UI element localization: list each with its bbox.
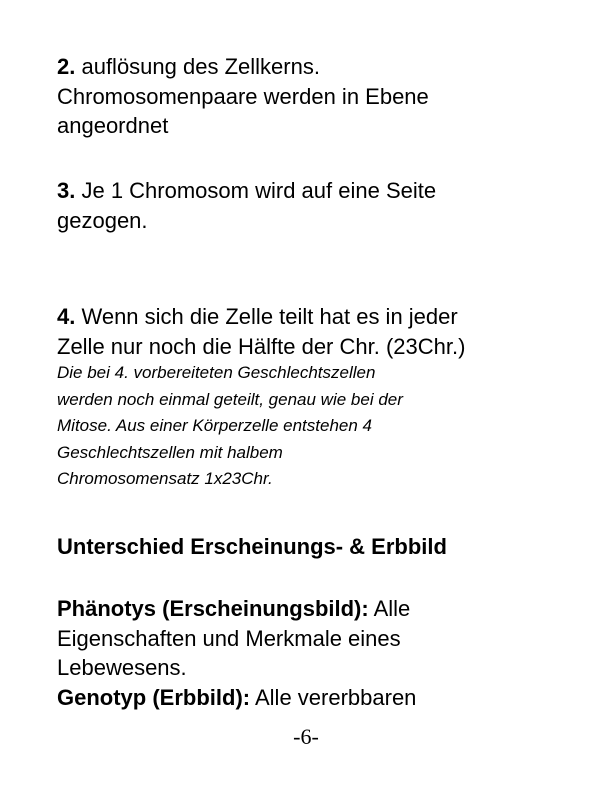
definition-text: Alle: [368, 596, 411, 621]
step-text: angeordnet: [57, 113, 169, 138]
note-line: Chromosomensatz 1x23Chr.: [57, 469, 273, 488]
phaenotyp-definition: [57, 594, 577, 712]
step-number: 3.: [57, 178, 76, 203]
note-line: Die bei 4. vorbereiteten Geschlechtszellen: [57, 363, 376, 382]
note-line: Geschlechtszellen mit halbem: [57, 442, 283, 462]
definition-text: Alle vererbbaren: [250, 684, 417, 710]
term-label: Genotyp (Erbbild):: [57, 684, 251, 710]
step-text: Chromosomenpaare werden in Ebene: [57, 83, 429, 109]
note-line: Mitose. Aus einer Körperzelle entstehen 4: [57, 416, 372, 435]
term-label: Phänotys (Erscheinungsbild):: [57, 596, 369, 621]
step-text: Wenn sich die Zelle teilt hat es in jeder: [75, 304, 458, 329]
step-2-paragraph: [57, 52, 577, 141]
step-4-note: [57, 360, 577, 493]
definition-text: Eigenschaften und Merkmale eines: [57, 625, 401, 651]
step-text: gezogen.: [57, 207, 148, 233]
section-heading: Unterschied Erscheinungs- & Erbbild: [57, 534, 447, 559]
step-3-paragraph: [57, 176, 577, 235]
step-number: 2.: [57, 54, 76, 79]
note-line: werden noch einmal geteilt, genau wie bei der: [57, 389, 403, 409]
step-number: 4.: [57, 304, 76, 329]
step-4-paragraph: [57, 302, 577, 361]
step-text: Je 1 Chromosom wird auf eine Seite: [75, 178, 437, 203]
page-number: -6-: [293, 724, 319, 749]
step-text: auflösung des Zellkerns.: [75, 54, 320, 79]
definition-text: Lebewesens.: [57, 655, 187, 680]
step-text: Zelle nur noch die Hälfte der Chr. (23Chr.): [57, 333, 466, 359]
